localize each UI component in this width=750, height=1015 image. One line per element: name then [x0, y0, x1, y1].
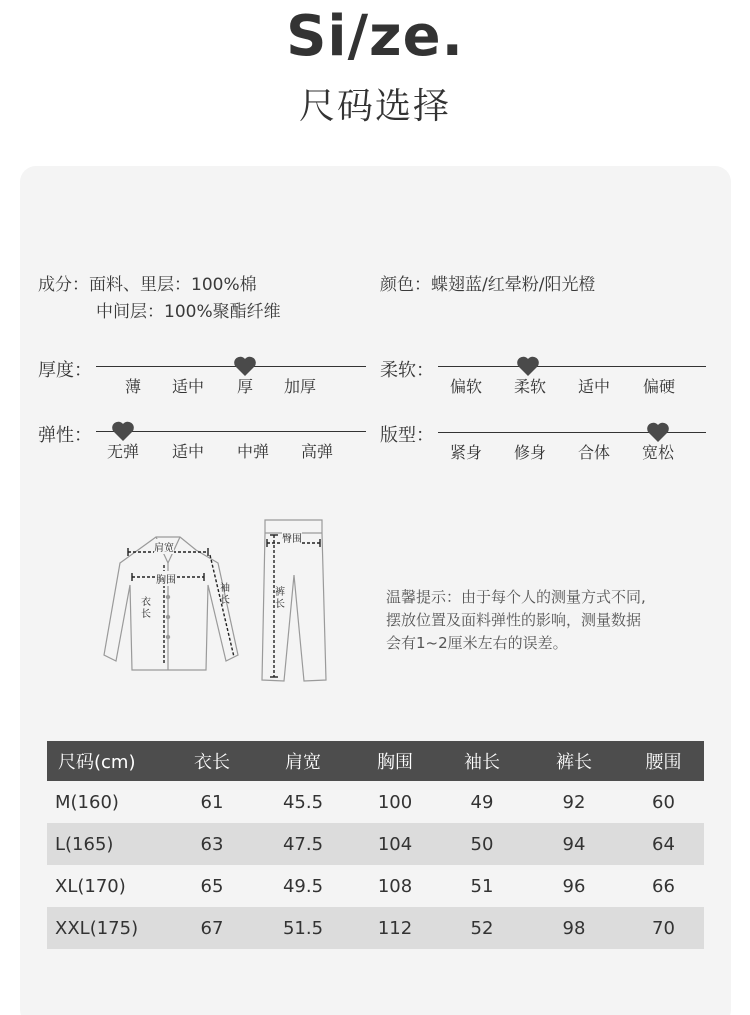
thickness-scale	[38, 356, 368, 396]
table-cell: 104	[351, 823, 439, 865]
tip-line: 会有1~2厘米左右的误差。	[386, 634, 568, 652]
shoulder-label: 肩宽	[154, 539, 174, 554]
header-cell: 胸围	[351, 741, 439, 781]
size-table	[47, 741, 704, 949]
fit-option-selected: 宽松	[641, 443, 675, 462]
thickness-option: 加厚	[283, 377, 317, 396]
table-cell: 60	[623, 781, 704, 823]
page-title-en: Si/ze.	[286, 4, 464, 69]
table-cell: 65	[169, 865, 255, 907]
hip-label: 臀围	[282, 530, 302, 545]
table-cell: 94	[525, 823, 623, 865]
thickness-track	[96, 366, 366, 367]
thickness-option: 适中	[171, 377, 205, 396]
fit-option: 紧身	[449, 443, 483, 462]
thickness-option: 薄	[124, 377, 142, 396]
chest-label: 胸围	[156, 571, 176, 586]
pants-length-label: 裤长	[275, 587, 285, 610]
header-cell: 裤长	[525, 741, 623, 781]
tip-line: 温馨提示：由于每个人的测量方式不同,	[386, 588, 646, 606]
softness-scale	[380, 356, 710, 396]
table-cell: 51	[439, 865, 525, 907]
table-row	[47, 823, 704, 865]
color-options: 颜色：蝶翅蓝/红晕粉/阳光橙	[380, 275, 596, 295]
table-row	[47, 865, 704, 907]
table-cell: 100	[351, 781, 439, 823]
table-cell: 51.5	[255, 907, 351, 949]
softness-label: 柔软：	[380, 360, 434, 381]
elasticity-option: 高弹	[300, 442, 334, 461]
table-row	[47, 907, 704, 949]
table-cell: 98	[525, 907, 623, 949]
size-table-header	[47, 741, 704, 781]
table-cell: 64	[623, 823, 704, 865]
header-cell: 腰围	[623, 741, 704, 781]
table-cell: 61	[169, 781, 255, 823]
header-cell: 衣长	[169, 741, 255, 781]
table-cell: XXL(175)	[47, 907, 169, 949]
fit-option: 合体	[577, 443, 611, 462]
table-cell: 49	[439, 781, 525, 823]
table-cell: L(165)	[47, 823, 169, 865]
page-title-cn: 尺码选择	[298, 86, 451, 127]
fit-option: 修身	[513, 443, 547, 462]
table-cell: 92	[525, 781, 623, 823]
table-cell: 108	[351, 865, 439, 907]
middle-layer-composition: 中间层：100%聚酯纤维	[96, 302, 281, 322]
elasticity-track	[96, 431, 366, 432]
softness-track	[438, 366, 706, 367]
elasticity-label: 弹性：	[38, 425, 92, 446]
length-label: 衣长	[141, 597, 151, 620]
thickness-option-selected: 厚	[236, 377, 254, 396]
thickness-label: 厚度：	[38, 360, 92, 381]
elasticity-option: 中弹	[236, 442, 270, 461]
table-cell: 45.5	[255, 781, 351, 823]
measurement-tip	[386, 586, 706, 655]
table-cell: 96	[525, 865, 623, 907]
elasticity-option-selected: 无弹	[106, 442, 140, 461]
table-cell: 70	[623, 907, 704, 949]
table-cell: 112	[351, 907, 439, 949]
table-cell: 47.5	[255, 823, 351, 865]
header-cell: 尺码(cm)	[47, 741, 169, 781]
header-cell: 肩宽	[255, 741, 351, 781]
material-composition: 成分：面料、里层：100%棉	[38, 275, 257, 295]
table-cell: M(160)	[47, 781, 169, 823]
softness-option: 偏软	[449, 377, 483, 396]
measurement-diagram	[100, 515, 360, 690]
softness-option-selected: 柔软	[513, 377, 547, 396]
elasticity-option: 适中	[171, 442, 205, 461]
table-cell: 50	[439, 823, 525, 865]
sleeve-label: 袖长	[220, 583, 230, 606]
elasticity-scale	[38, 421, 368, 461]
header-cell: 袖长	[439, 741, 525, 781]
table-row	[47, 781, 704, 823]
table-cell: 66	[623, 865, 704, 907]
table-cell: 67	[169, 907, 255, 949]
softness-option: 适中	[577, 377, 611, 396]
fit-scale	[380, 421, 710, 461]
fit-label: 版型：	[380, 425, 434, 446]
softness-option: 偏硬	[642, 377, 676, 396]
tip-line: 摆放位置及面料弹性的影响，测量数据	[386, 611, 642, 629]
table-cell: 63	[169, 823, 255, 865]
table-cell: 52	[439, 907, 525, 949]
table-cell: 49.5	[255, 865, 351, 907]
table-cell: XL(170)	[47, 865, 169, 907]
